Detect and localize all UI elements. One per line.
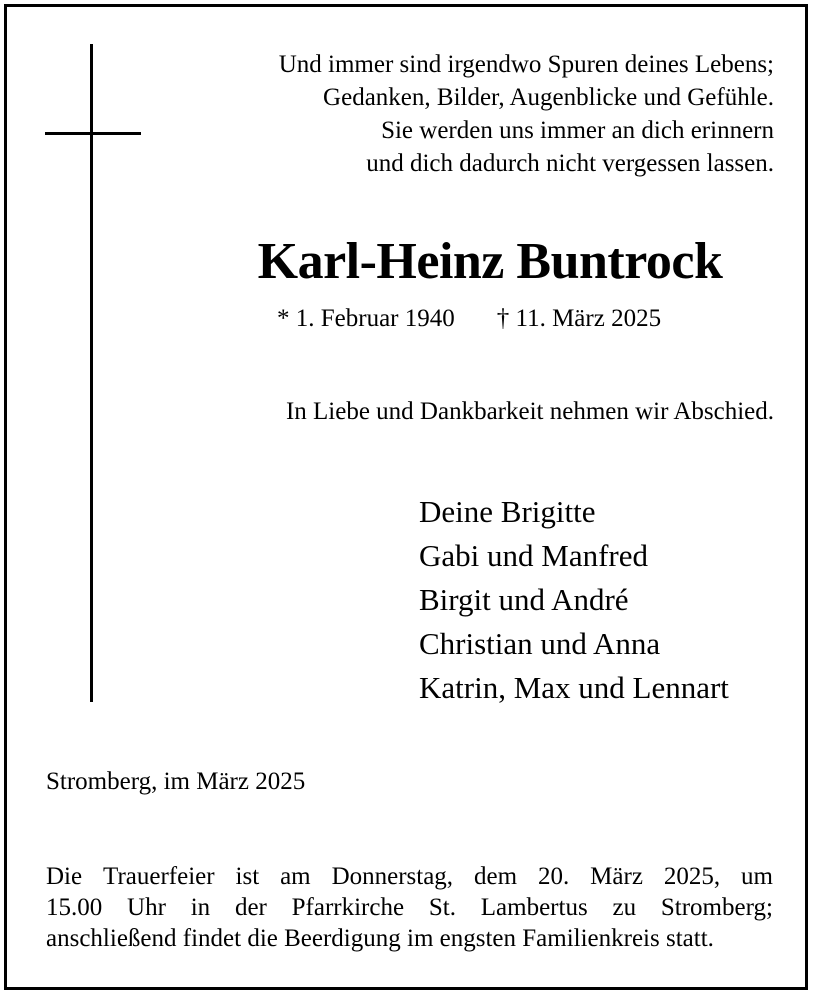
- service-word: März: [590, 863, 643, 890]
- service-word: 2025,: [663, 863, 721, 890]
- service-word: 15.00: [46, 894, 103, 921]
- service-word: Stromberg;: [660, 894, 773, 921]
- service-word: ist: [235, 863, 260, 890]
- place-and-date: Stromberg, im März 2025: [46, 768, 306, 795]
- service-word: dem: [474, 863, 518, 890]
- cross-icon: [90, 44, 93, 702]
- birth-date: * 1. Februar 1940: [277, 305, 455, 332]
- death-date: † 11. März 2025: [496, 305, 662, 332]
- family-signatories: [419, 490, 729, 710]
- service-word: zu: [612, 894, 637, 921]
- verse-line: Und immer sind irgendwo Spuren deines Lebens;: [278, 51, 774, 78]
- service-line-2: [46, 892, 773, 923]
- service-word: am: [280, 863, 311, 890]
- funeral-service-info: [46, 861, 773, 954]
- service-word: Die: [46, 863, 83, 890]
- family-member: Gabi und Manfred: [419, 538, 648, 573]
- family-member: Christian und Anna: [419, 626, 661, 661]
- service-word: in: [190, 894, 211, 921]
- life-dates: [277, 303, 661, 335]
- service-word: der: [234, 894, 267, 921]
- service-line-3: anschließend findet die Beerdigung im engsten Familienkreis statt.: [46, 925, 714, 952]
- verse-line: Gedanken, Bilder, Augenblicke und Gefühle.: [323, 84, 774, 111]
- service-line-1: [46, 861, 773, 892]
- service-word: um: [741, 863, 773, 890]
- family-member: Deine Brigitte: [419, 494, 596, 529]
- verse-line: Sie werden uns immer an dich erinnern: [381, 117, 774, 144]
- service-word: Donnerstag,: [331, 863, 454, 890]
- service-word: Lambertus: [480, 894, 588, 921]
- service-word: Trauerfeier: [103, 863, 215, 890]
- verse-line: und dich dadurch nicht vergessen lassen.: [366, 150, 774, 177]
- service-word: 20.: [537, 863, 570, 890]
- family-member: Katrin, Max und Lennart: [419, 670, 729, 705]
- service-word: Pfarrkirche: [291, 894, 405, 921]
- deceased-name: Karl-Heinz Buntrock: [257, 233, 723, 290]
- cross-icon-crossbar: [45, 132, 141, 135]
- memorial-verse: [279, 48, 774, 180]
- service-word: Uhr: [127, 894, 166, 921]
- farewell-text: In Liebe und Dankbarkeit nehmen wir Abschied.: [285, 398, 774, 425]
- family-member: Birgit und André: [419, 582, 629, 617]
- service-word: St.: [428, 894, 456, 921]
